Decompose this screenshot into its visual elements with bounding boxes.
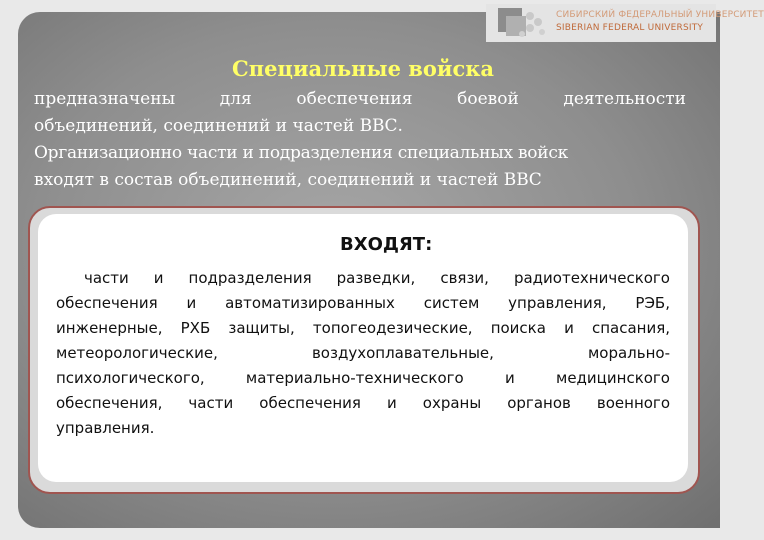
- card-line: части и подразделения разведки, связи, радиотехнического: [84, 269, 670, 287]
- card-line: инженерные, РХБ защиты, топогеодезические, поиска и спасания,: [56, 319, 670, 337]
- card-line: психологического, материально-технического и медицинского: [56, 369, 670, 387]
- university-logo-text: [556, 9, 764, 35]
- logo-line-en: SIBERIAN FEDERAL UNIVERSITY: [556, 23, 704, 33]
- card-line: обеспечения, части обеспечения и охраны органов военного: [56, 394, 670, 412]
- intro-paragraph: [34, 86, 686, 194]
- card-body: [56, 266, 670, 441]
- intro-line: предназначены для обеспечения боевой деятельности: [34, 89, 686, 109]
- intro-line: Организационно части и подразделения специальных войск: [34, 143, 568, 163]
- card-heading: ВХОДЯТ:: [340, 234, 433, 255]
- intro-line: объединений, соединений и частей ВВС.: [34, 116, 403, 136]
- university-logo-icon: [496, 6, 552, 40]
- intro-line: входят в состав объединений, соединений и частей ВВС: [34, 170, 542, 190]
- card-line: управления.: [56, 419, 155, 437]
- slide-title: Специальные войска: [231, 56, 495, 81]
- card-line: метеорологические, воздухоплавательные, морально-: [56, 344, 670, 362]
- logo-line-ru: СИБИРСКИЙ ФЕДЕРАЛЬНЫЙ УНИВЕРСИТЕТ: [556, 10, 764, 20]
- card-line: обеспечения и автоматизированных систем управления, РЭБ,: [56, 294, 670, 312]
